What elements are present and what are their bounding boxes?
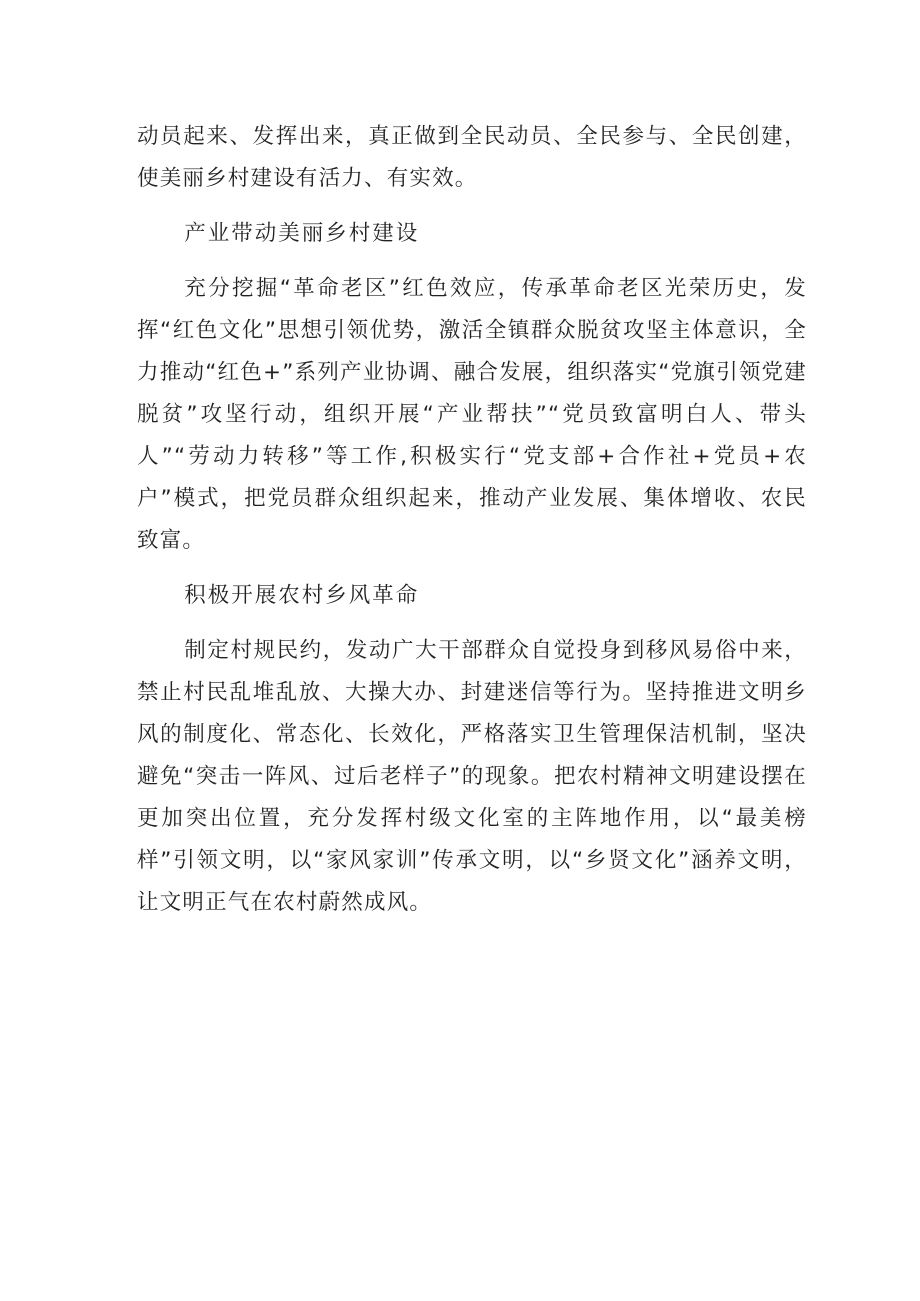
paragraph-rural-customs: 制定村规民约，发动广大干部群众自觉投身到移风易俗中来，禁止村民乱堆乱放、大操大办、封建迷信等行为。坚持推进文明乡风的制度化、常态化、长效化，严格落实卫生管理保洁机制，坚决避免“突击一阵风、过后老样子”的现象。把农村精神文明建设摆在更加突出位置，充分发挥村级文化室的主阵地作用，以“最美榜样”引领文明，以“家风家训”传承文明，以“乡贤文化”涵养文明，让文明正气在农村蔚然成风。 [137,638,807,915]
paragraph-industry: 充分挖掘“革命老区”红色效应，传承革命老区光荣历史，发挥“红色文化”思想引领优势，激活全镇群众脱贫攻坚主体意识，全力推动“红色+”系列产业协调、融合发展，组织落实“党旗引领党建脱贫”攻坚行动，组织开展“产业帮扶”“党员致富明白人、带头人”“劳动力转移”等工作,积极实行“党支部+合作社+党员+农户”模式，把党员群众组织起来，推动产业发展、集体增收、农民致富。 [137,276,807,553]
section-heading-rural-customs: 积极开展农村乡风革命 [184,583,420,608]
section-heading-industry: 产业带动美丽乡村建设 [184,221,420,246]
paragraph-continuation: 动员起来、发挥出来，真正做到全民动员、全民参与、全民创建，使美丽乡村建设有活力、有实效。 [137,124,807,191]
document-body [137,116,807,924]
